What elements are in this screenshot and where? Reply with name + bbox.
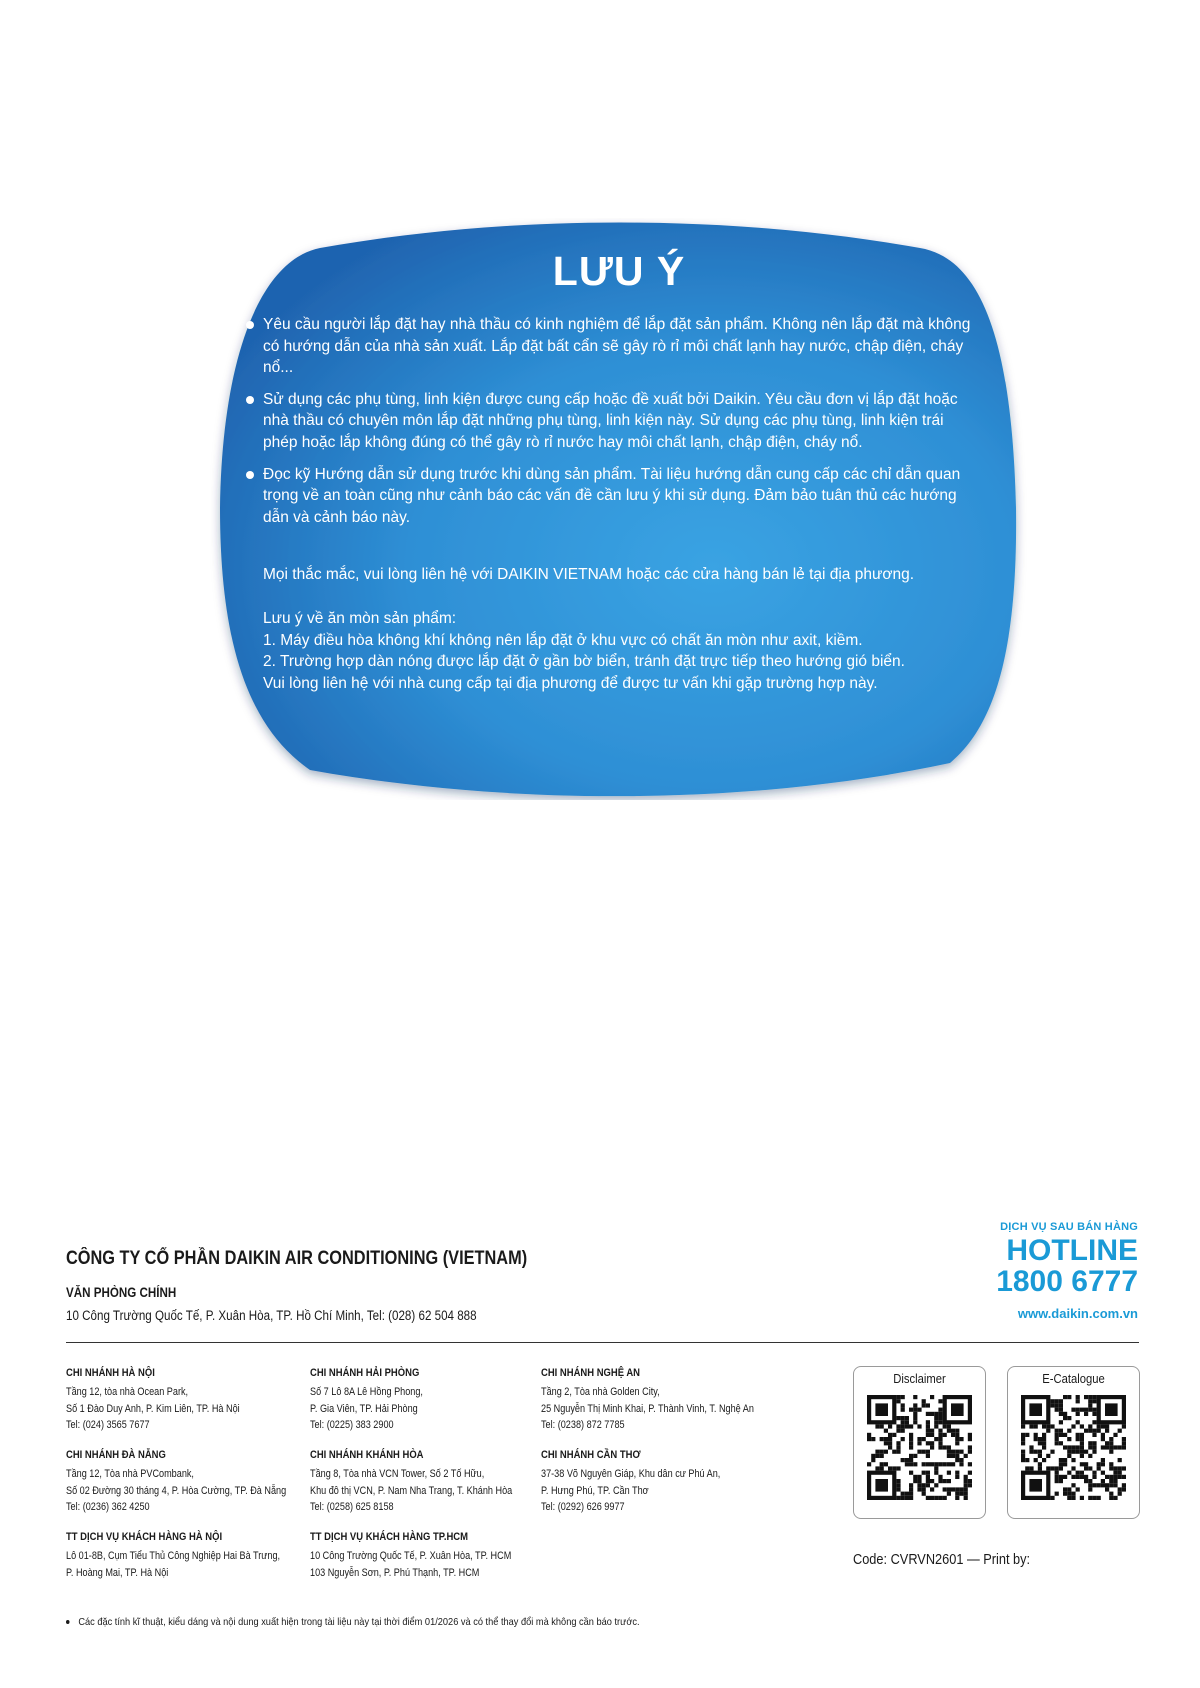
- branch-line: Tầng 12, tòa nhà Ocean Park,: [66, 1385, 189, 1398]
- branch-hanoi: [66, 1365, 316, 1434]
- document-code: Code: CVRVN2601 — Print by:: [853, 1552, 1031, 1568]
- branch-name: CHI NHÁNH ĐÀ NẴNG: [66, 1449, 166, 1461]
- notice-bullet: Đọc kỹ Hướng dẫn sử dụng trước khi dùng sản phẩm. Tài liệu hướng dẫn cung cấp các chỉ dẫn quan trọng về an toàn cũng như cảnh báo các vấn đề cần lưu ý khi sử dụng. Đảm bảo tuân thủ các hướng dẫn và cảnh báo này.: [246, 464, 976, 529]
- website-link[interactable]: www.daikin.com.vn: [1017, 1306, 1138, 1321]
- service-center-hanoi: [66, 1529, 316, 1581]
- hotline-caption: DỊCH VỤ SAU BÁN HÀNG: [1000, 1221, 1138, 1233]
- corrosion-note: [246, 608, 976, 694]
- notice-bullet: Sử dụng các phụ tùng, linh kiện được cung cấp hoặc đề xuất bởi Daikin. Yêu cầu đơn vị lắp đặt hoặc nhà thầu có chuyên môn lắp đặt những phụ tùng, linh kiện này. Sử dụng các phụ tùng, linh kiện trái phép hoặc lắp không đúng có thể gây rò rỉ nước hay môi chất lạnh, chập điện, cháy nổ.: [246, 389, 976, 454]
- branch-nghean: [541, 1365, 791, 1434]
- branch-line: P. Hưng Phú, TP. Cần Thơ: [541, 1484, 649, 1497]
- branch-line: Tầng 2, Tòa nhà Golden City,: [541, 1385, 660, 1398]
- branch-cantho: [541, 1447, 791, 1516]
- branch-line: 37-38 Võ Nguyên Giáp, Khu dân cư Phú An,: [541, 1467, 721, 1480]
- branch-name: CHI NHÁNH CẦN THƠ: [541, 1449, 641, 1461]
- branch-line: Tầng 12, Tòa nhà PVCombank,: [66, 1467, 194, 1480]
- branch-line: Tel: (0236) 362 4250: [66, 1501, 150, 1514]
- branch-line: Tel: (024) 3565 7677: [66, 1419, 150, 1432]
- branch-line: Lô 01-8B, Cụm Tiểu Thủ Công Nghiệp Hai Bà Trưng,: [66, 1549, 281, 1562]
- branch-line: Số 02 Đường 30 tháng 4, P. Hòa Cường, TP. Đà Nẵng: [66, 1484, 287, 1497]
- branch-line: P. Gia Viên, TP. Hải Phòng: [310, 1402, 418, 1415]
- branch-danang: [66, 1447, 316, 1516]
- branch-line: Tel: (0292) 626 9977: [541, 1501, 625, 1514]
- hotline-number: 1800 6777: [996, 1265, 1138, 1298]
- branch-line: P. Hoàng Mai, TP. Hà Nội: [66, 1566, 169, 1579]
- branch-haiphong: [310, 1365, 560, 1434]
- qr-card-disclaimer[interactable]: [853, 1366, 986, 1519]
- company-name: CÔNG TY CỔ PHẦN DAIKIN AIR CONDITIONING (VIETNAM): [66, 1248, 528, 1269]
- qr-code-icon: [867, 1395, 972, 1505]
- corrosion-item: 2. Trường hợp dàn nóng được lắp đặt ở gần bờ biển, tránh đặt trực tiếp theo hướng gió biển.: [263, 653, 905, 671]
- qr-label: E-Catalogue: [1042, 1372, 1105, 1386]
- notice-bullet: Yêu cầu người lắp đặt hay nhà thầu có kinh nghiệm để lắp đặt sản phẩm. Không nên lắp đặt mà không có hướng dẫn của nhà sản xuất. Lắp đặt bất cẩn sẽ gây rò rỉ môi chất lạnh hay nước, chập điện, cháy nổ...: [246, 314, 976, 379]
- branch-line: Số 1 Đào Duy Anh, P. Kim Liên, TP. Hà Nội: [66, 1402, 240, 1415]
- branch-name: CHI NHÁNH NGHỆ AN: [541, 1367, 640, 1379]
- notice-contact: Mọi thắc mắc, vui lòng liên hệ với DAIKIN VIETNAM hoặc các cửa hàng bán lẻ tại địa phương.: [263, 566, 915, 584]
- corrosion-item: Vui lòng liên hệ với nhà cung cấp tại địa phương để được tư vấn khi gặp trường hợp này.: [263, 674, 878, 692]
- branch-line: Khu đô thị VCN, P. Nam Nha Trang, T. Khánh Hòa: [310, 1484, 513, 1497]
- head-office-address: 10 Công Trường Quốc Tế, P. Xuân Hòa, TP. Hồ Chí Minh, Tel: (028) 62 504 888: [66, 1308, 477, 1323]
- branch-line: 10 Công Trường Quốc Tế, P. Xuân Hòa, TP. HCM: [310, 1549, 512, 1562]
- branch-name: CHI NHÁNH HẢI PHÒNG: [310, 1367, 420, 1379]
- branch-line: Tầng 8, Tòa nhà VCN Tower, Số 2 Tố Hữu,: [310, 1467, 485, 1480]
- branch-name: TT DỊCH VỤ KHÁCH HÀNG HÀ NỘI: [66, 1531, 223, 1543]
- disclaimer-note: [66, 1616, 640, 1628]
- branch-khanhhoa: [310, 1447, 560, 1516]
- branch-name: CHI NHÁNH HÀ NỘI: [66, 1367, 155, 1379]
- hotline-block: [996, 1221, 1138, 1321]
- head-office-label: VĂN PHÒNG CHÍNH: [66, 1285, 177, 1300]
- branch-line: Tel: (0258) 625 8158: [310, 1501, 394, 1514]
- branch-line: Số 7 Lô 8A Lê Hồng Phong,: [310, 1385, 423, 1398]
- service-center-hcm: [310, 1529, 560, 1581]
- branch-name: TT DỊCH VỤ KHÁCH HÀNG TP.HCM: [310, 1531, 469, 1543]
- disclaimer-text: Các đặc tính kĩ thuật, kiểu dáng và nội dung xuất hiện trong tài liệu này tại thời điểm 01/2026 và có thể thay đổi mà không cần báo trước.: [78, 1616, 640, 1628]
- branch-line: 25 Nguyễn Thị Minh Khai, P. Thành Vinh, T. Nghệ An: [541, 1402, 754, 1415]
- notice-body: [246, 314, 976, 694]
- branch-name: CHI NHÁNH KHÁNH HÒA: [310, 1449, 424, 1461]
- qr-label: Disclaimer: [893, 1372, 946, 1386]
- qr-card-ecatalogue[interactable]: [1007, 1366, 1140, 1519]
- footer-divider: [66, 1342, 1139, 1343]
- hotline-label: HOTLINE: [1006, 1234, 1138, 1267]
- corrosion-item: 1. Máy điều hòa không khí không nên lắp đặt ở khu vực có chất ăn mòn như axit, kiềm.: [263, 631, 863, 649]
- branch-line: Tel: (0238) 872 7785: [541, 1419, 625, 1432]
- bullet-dot-icon: [66, 1620, 70, 1624]
- notice-panel: [210, 218, 1028, 800]
- branch-line: Tel: (0225) 383 2900: [310, 1419, 394, 1432]
- branch-line: 103 Nguyễn Sơn, P. Phú Thạnh, TP. HCM: [310, 1566, 480, 1579]
- corrosion-heading: Lưu ý về ăn mòn sản phẩm:: [263, 609, 457, 627]
- qr-code-icon: [1021, 1395, 1126, 1505]
- notice-title: LƯU Ý: [552, 248, 686, 294]
